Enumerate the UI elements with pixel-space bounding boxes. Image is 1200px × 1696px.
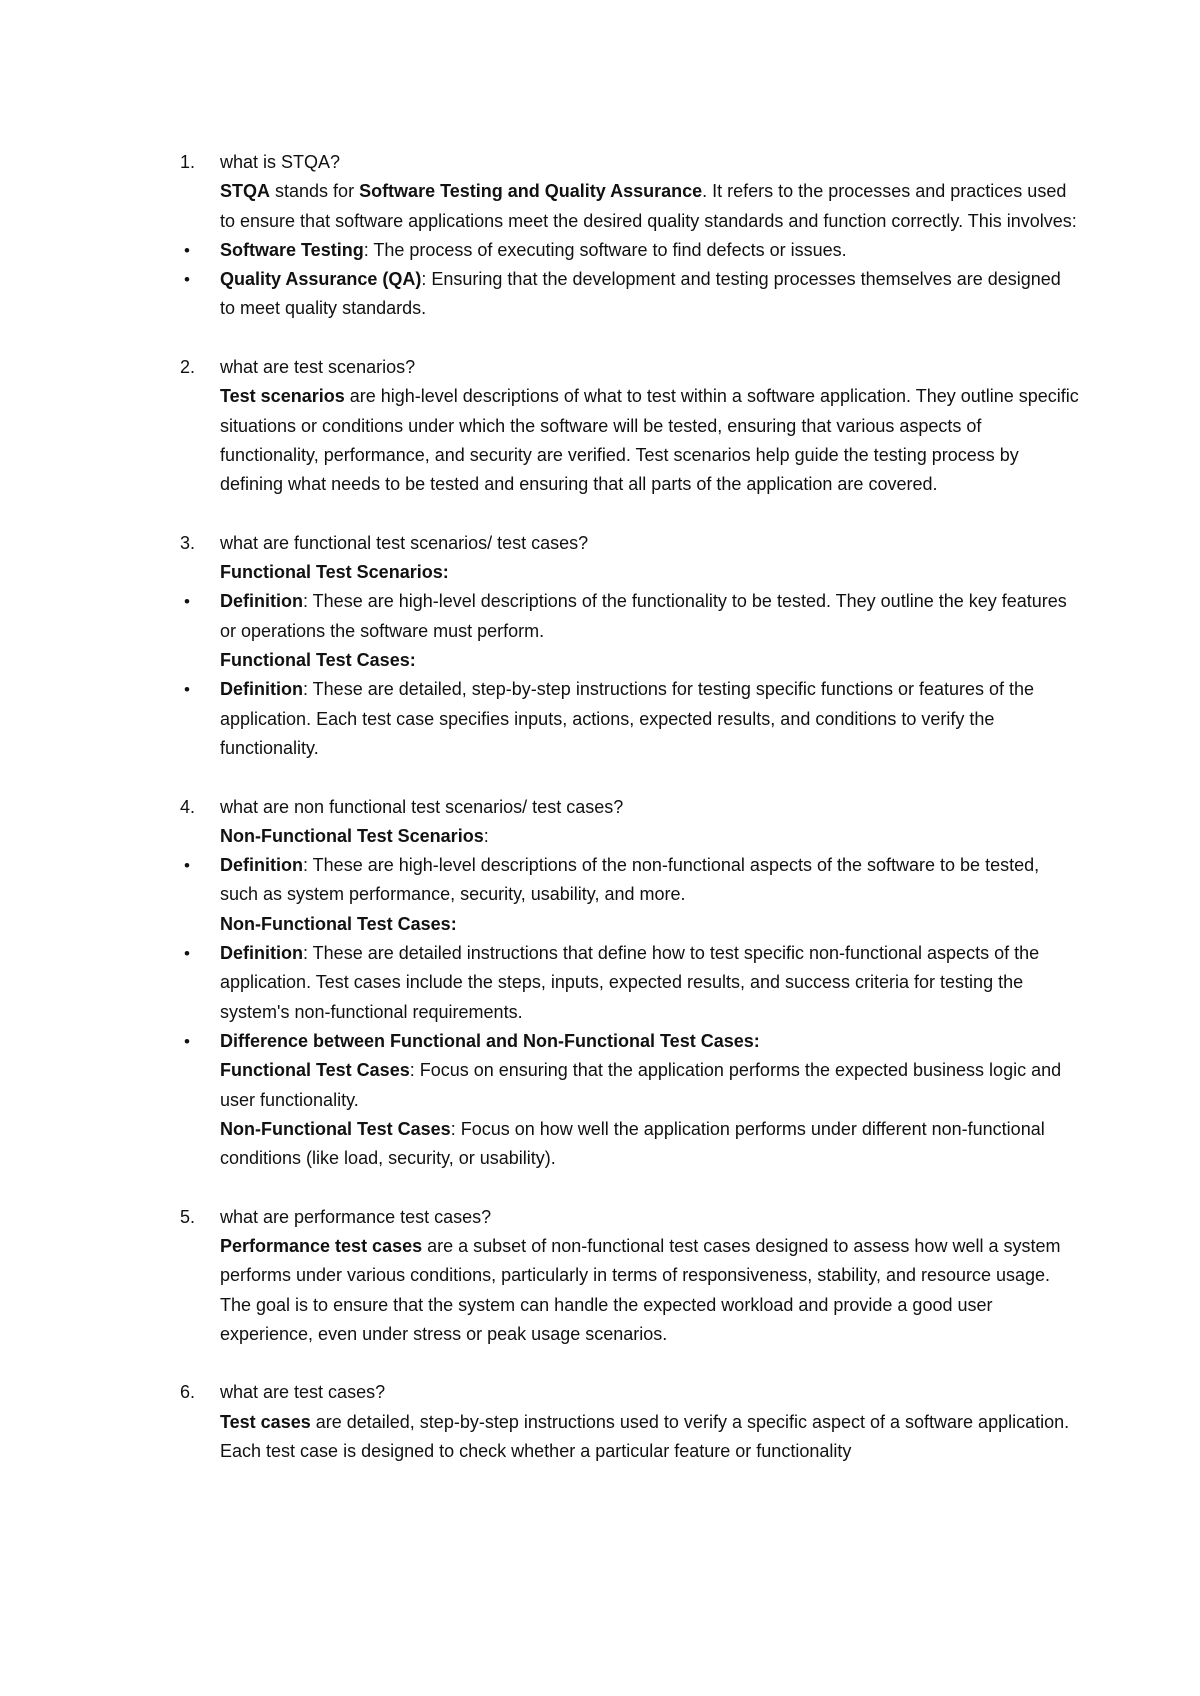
bold-term: Definition [220,943,303,964]
heading-text: Non-Functional Test Scenarios [220,825,484,846]
heading-text: Non-Functional Test Cases: [220,913,457,934]
document-content [180,148,1080,1466]
answer-text: stands for [270,181,360,202]
bullet-text: : Ensuring that the development and testing processes themselves are designed to meet quality standards. [220,269,1061,319]
bullet-item [180,265,1080,324]
spacer [180,1173,1080,1202]
question-text: what are performance test cases? [220,1206,492,1227]
bold-term: Performance test cases [220,1235,423,1256]
question-number: 2. [180,357,196,378]
bullet-icon: • [184,1031,190,1051]
section-heading [180,558,1080,587]
bullet-icon: • [184,592,190,612]
bullet-icon: • [184,856,190,876]
question-number: 3. [180,532,196,553]
bold-term: Test scenarios [220,386,345,407]
answer-text: . It refers to the processes and practices used to ensure that software applications meet the desired quality standards and function correctly. This involves: [220,181,1077,231]
question-number: 1. [180,152,196,172]
bullet-icon: • [184,270,190,290]
heading-text: Functional Test Cases: [220,650,416,671]
bullet-item [180,1027,1080,1056]
answer-text: are a subset of non-functional test cases designed to assess how well a system performs under various conditions, particularly in terms of responsiveness, stability, and resource usage. The goal is to ensure that the system can handle the expected workload and provide a good user experience, even under stress or peak usage scenarios. [220,1235,1061,1344]
question-number: 6. [180,1382,196,1403]
answer-1 [180,177,1080,236]
bullet-item [180,587,1080,646]
bold-term: Difference between Functional and Non-Functional Test Cases: [220,1030,760,1051]
question-text: what are test cases? [220,1382,386,1403]
bullet-text: : These are high-level descriptions of the non-functional aspects of the software to be tested, such as system performance, security, usability, and more. [220,855,1040,905]
bold-term: Software Testing [220,239,364,260]
bullet-icon: • [184,680,190,700]
bold-term: Definition [220,591,303,612]
answer-text: are high-level descriptions of what to test within a software application. They outline specific situations or conditions under which the software will be tested, ensuring that various aspects of functionality, performance, and security are verified. Test scenarios help guide the testing process by defining what needs to be tested and ensuring that all parts of the application are covered. [220,386,1079,495]
question-text: what are test scenarios? [220,357,416,378]
answer-2 [180,382,1080,499]
bold-term: Definition [220,679,303,700]
bold-term: Software Testing and Quality Assurance [359,181,703,202]
answer-6 [180,1408,1080,1467]
difference-item [180,1115,1080,1174]
bullet-text: : These are detailed instructions that define how to test specific non-functional aspects of the application. Test cases include the steps, inputs, expected results, and success criteria for testing the system's non-functional requirements. [220,943,1040,1022]
question-5 [180,1203,1080,1232]
bullet-item [180,939,1080,1027]
difference-text: : Focus on ensuring that the application performs the expected business logic and user functionality. [220,1060,1062,1110]
bullet-item [180,675,1080,763]
heading-text: Functional Test Scenarios: [220,562,449,583]
bold-term: Functional Test Cases [220,1060,410,1081]
question-4 [180,793,1080,822]
difference-item [180,1056,1080,1115]
bullet-text: : The process of executing software to find defects or issues. [363,239,847,260]
spacer [180,763,1080,792]
bullet-icon: • [184,944,190,964]
bold-term: Test cases [220,1411,311,1432]
section-heading [180,646,1080,675]
question-number: 4. [180,796,196,817]
bold-term: Quality Assurance (QA) [220,269,422,290]
spacer [180,500,1080,529]
bold-term: STQA [220,181,271,202]
spacer [180,324,1080,353]
difference-text: : Focus on how well the application performs under different non-functional conditions (like load, security, or usability). [220,1118,1045,1169]
bullet-icon: • [184,240,190,260]
question-3 [180,529,1080,558]
section-heading [180,910,1080,939]
spacer [180,1349,1080,1378]
bullet-text: : These are detailed, step-by-step instructions for testing specific functions or features of the application. Each test case specifies inputs, actions, expected results, and conditions to verify the functionality. [220,679,1035,758]
section-heading [180,822,1080,851]
question-text: what is STQA? [220,152,341,172]
question-number: 5. [180,1206,196,1227]
answer-5 [180,1232,1080,1349]
question-text: what are non functional test scenarios/ test cases? [220,796,624,817]
bullet-item [180,236,1080,265]
answer-text: are detailed, step-by-step instructions used to verify a specific aspect of a software application. Each test case is designed to check whether a particular feature or functionality [220,1411,1070,1462]
heading-suffix: : [483,825,489,846]
question-6 [180,1378,1080,1407]
bold-term: Definition [220,855,303,876]
question-2 [180,353,1080,382]
question-text: what are functional test scenarios/ test cases? [220,532,589,553]
bullet-item [180,851,1080,910]
bold-term: Non-Functional Test Cases [220,1118,451,1139]
bullet-text: : These are high-level descriptions of the functionality to be tested. They outline the key features or operations the software must perform. [220,591,1067,641]
question-1 [180,148,1080,177]
